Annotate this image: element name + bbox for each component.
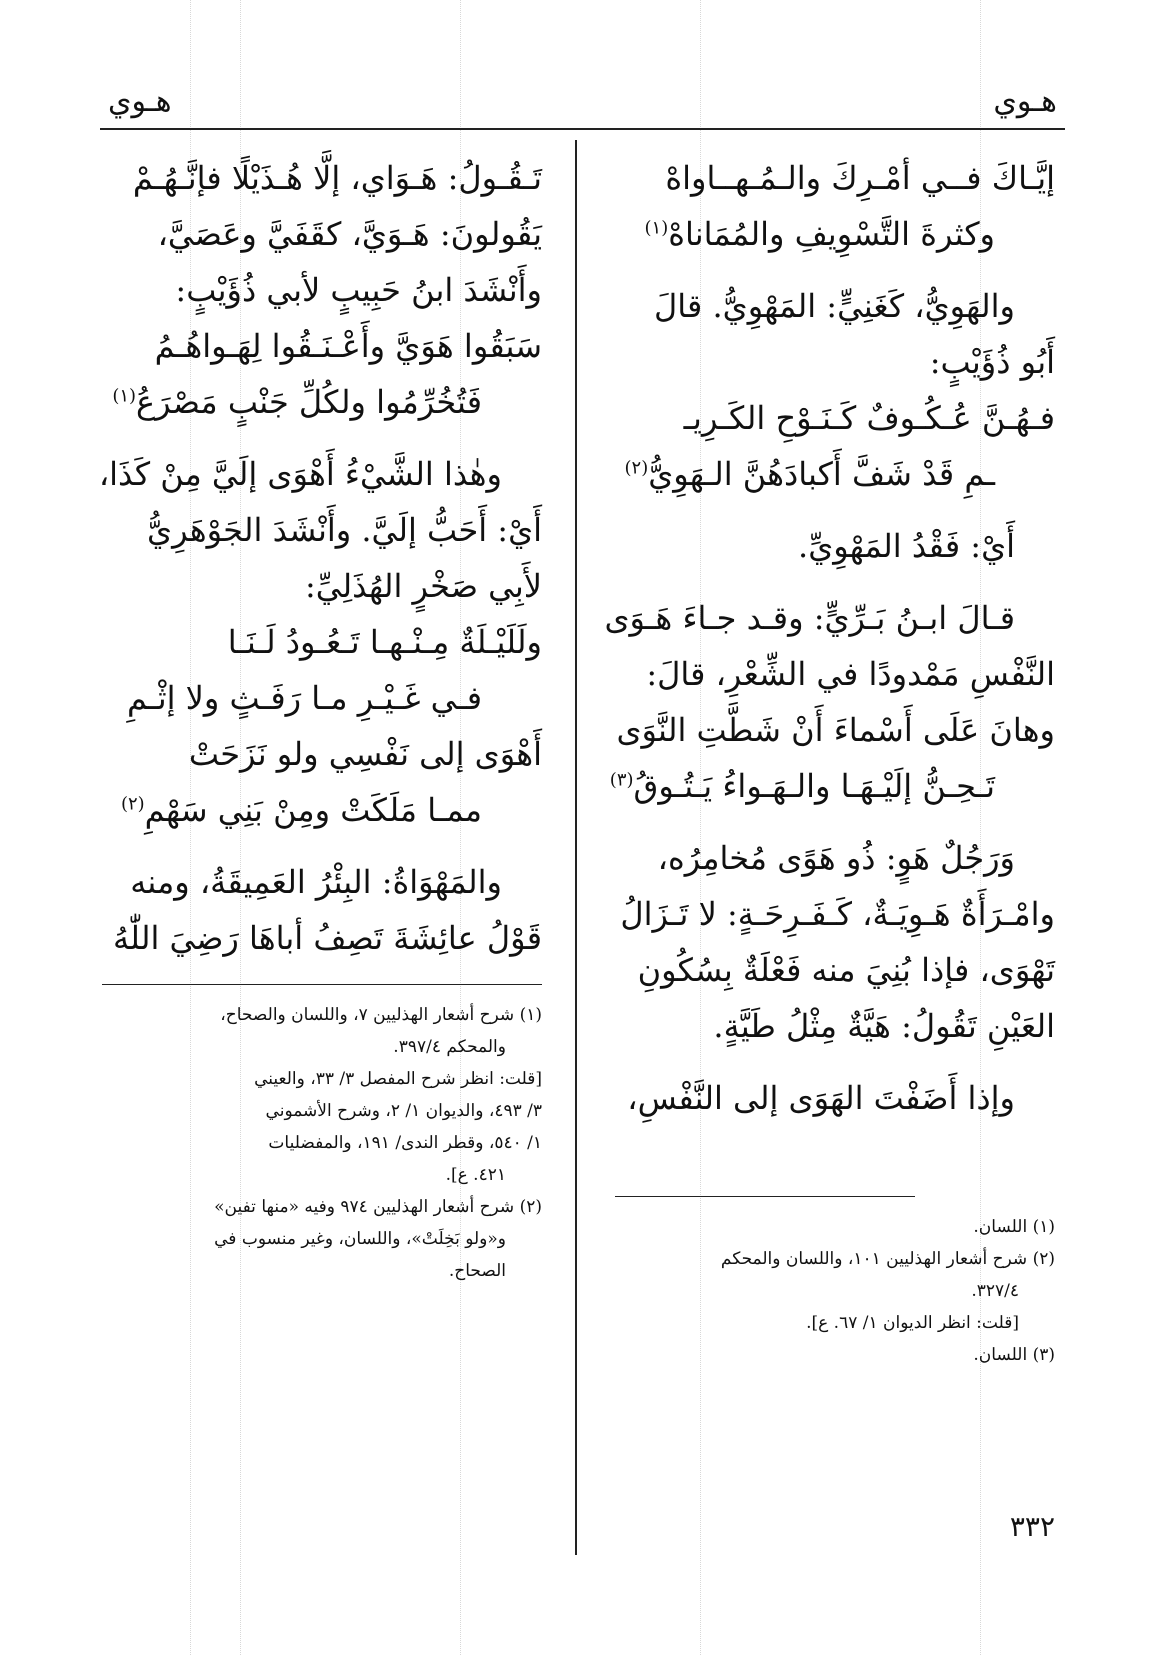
text-line: النَّفْسِ مَمْدودًا في الشِّعْرِ، قالَ:: [646, 655, 1055, 693]
left-column: [98, 150, 542, 1287]
text-line: تَهْوَى، فإذا بُنِيَ منه فَعْلَةٌ بِسُكُونِ: [637, 951, 1055, 989]
header-root-right: هـوي: [993, 84, 1057, 119]
header-root-left: هـوي: [108, 84, 172, 119]
footnote-ref: (١): [112, 385, 137, 407]
verse-line: [615, 206, 1055, 262]
verse-line: سَبَقُوا هَوَيَّ وأَعْـنَـقُوا لِهَـواهُـمُ: [154, 327, 542, 365]
verse-line: فـي غَـيْـرِ مـا رَفَـثٍ ولا إثْـمِ: [127, 679, 482, 717]
verse-line: وهانَ عَلَى أَسْماءَ أَنْ شَطَّتِ النَّوَى: [616, 711, 1055, 749]
verse-text: ممـا مَلَكَتْ ومِنْ بَنِي سَهْمِ: [144, 791, 482, 829]
text-line: وإذا أَضَفْتَ الهَوَى إلى النَّفْسِ،: [627, 1079, 1015, 1117]
text-line: والمَهْوَاةُ: البِئْرُ العَمِيقَةُ، ومنه: [130, 863, 502, 901]
verse-text: ـمِ قَدْ شَفَّ أَكبادَهُنَّ الـهَوِيُّ: [648, 455, 995, 493]
footnote: ١/ ٥٤٠، وقطر الندى/ ١٩١، والمفضليات: [268, 1133, 542, 1153]
verse-text: تَـحِـنُّ إلَيْـهَـا والـهَـواءُ يَـتُـوقُ: [633, 767, 995, 805]
footnote-ref: (٢): [624, 457, 649, 479]
verse-line: [102, 782, 542, 838]
text-line: أَيْ: أَحَبُّ إلَيَّ. وأَنْشَدَ الجَوْهَرِيُّ: [147, 511, 542, 549]
footnote: (١) شرح أشعار الهذليين ٧، واللسان والصحاح،: [220, 1005, 542, 1025]
verse-text: وكثرةَ التَّسْوِيفِ والمُمَاناهْ: [668, 215, 995, 253]
footnote-rule: [615, 1196, 915, 1197]
verse-text: فَتُخُرِّمُوا ولكُلِّ جَنْبٍ مَصْرَعُ: [136, 383, 482, 421]
text-line: تَـقُـولُ: هَـوَاي، إلَّا هُـذَيْلًا فإنَّـهُـمْ: [132, 159, 542, 197]
text-line: أَيْ: فَقْدُ المَهْوِيِّ.: [798, 527, 1015, 565]
text-line: أَبُو ذُؤَيْبٍ:: [929, 343, 1055, 381]
text-line: العَيْنِ تَقُولُ: هَيَّةٌ مِثْلُ طَيَّةٍ.: [713, 1007, 1055, 1045]
footnote: (٢) شرح أشعار الهذليين ٩٧٤ وفيه «منها تفين»: [214, 1197, 542, 1217]
verse-line: ولَلَيْـلَةٌ مِـنْـهـا تَـعُـودُ لَـنَـا: [227, 623, 542, 661]
verse-line: فـهُـنَّ عُـكُـوفٌ كَـنَـوْحِ الكَـرِيـ: [683, 399, 1055, 437]
verse-line: [609, 758, 1055, 814]
text-line: قَوْلُ عائِشَةَ تَصِفُ أباهَا رَضِيَ اللّٰهُ: [112, 919, 542, 957]
footnote-ref: (٣): [609, 769, 634, 791]
text-line: قـالَ ابـنُ بَـرِّيٍّ: وقـد جـاءَ هَـوَى: [604, 599, 1015, 637]
footnote: [قلت: انظر شرح المفصل ٣/ ٣٣، والعيني: [254, 1069, 542, 1089]
right-column: [604, 150, 1055, 1371]
text-line: وَرَجُلٌ هَوٍ: ذُو هَوًى مُخامِرُه،: [657, 839, 1015, 877]
text-line: وامْـرَأَةٌ هَـوِيَـةٌ، كَـفَـرِحَـةٍ: لا تَـزَالُ: [620, 895, 1055, 933]
verse-line: إيَّـاكَ فــي أمْـرِكَ والـمُـهــاواهْ: [665, 159, 1055, 197]
footnote: ٣٢٧/٤.: [971, 1281, 1019, 1301]
footnote: ٣/ ٤٩٣، والديوان ١/ ٢، وشرح الأشموني: [265, 1101, 542, 1121]
footnote-rule: [102, 984, 542, 985]
text-line: يَقُولونَ: هَـوَيَّ، كقَفَيَّ وعَصَيَّ،: [157, 215, 542, 253]
footnote-ref: (٢): [120, 793, 145, 815]
footnote: الصحاح.: [448, 1261, 506, 1281]
footnote-ref: (١): [644, 217, 669, 239]
verse-line: أَهْوَى إلى نَفْسِي ولو نَزَحَتْ: [188, 735, 542, 773]
text-line: وهٰذا الشَّيْءُ أَهْوَى إلَيَّ مِنْ كَذَا،: [98, 455, 502, 493]
verse-line: [102, 374, 542, 430]
footnote: [قلت: انظر الديوان ١/ ٦٧. ع].: [806, 1313, 1019, 1333]
footnote: و«ولو بَخِلَتْ»، واللسان، وغير منسوب في: [214, 1229, 506, 1249]
verse-line: [615, 446, 1055, 502]
footnote: والمحكم ٣٩٧/٤.: [393, 1037, 506, 1057]
running-header: [100, 78, 1065, 130]
footnote: (١) اللسان.: [973, 1217, 1055, 1237]
footnote: (٣) اللسان.: [973, 1345, 1055, 1365]
text-line: لأَبِي صَخْرٍ الهُذَلِيِّ:: [304, 567, 542, 605]
footnote: (٢) شرح أشعار الهذليين ١٠١، واللسان والمحكم: [720, 1249, 1055, 1269]
text-line: وأَنْشَدَ ابنُ حَبِيبٍ لأبي ذُؤَيْبٍ:: [175, 271, 542, 309]
column-divider: [575, 140, 577, 1555]
page-number: ٣٣٢: [1009, 1510, 1055, 1543]
footnote: ٤٢١. ع].: [445, 1165, 506, 1185]
text-line: والهَوِيُّ، كَغَنِيٍّ: المَهْوِيُّ. قالَ: [654, 287, 1015, 325]
